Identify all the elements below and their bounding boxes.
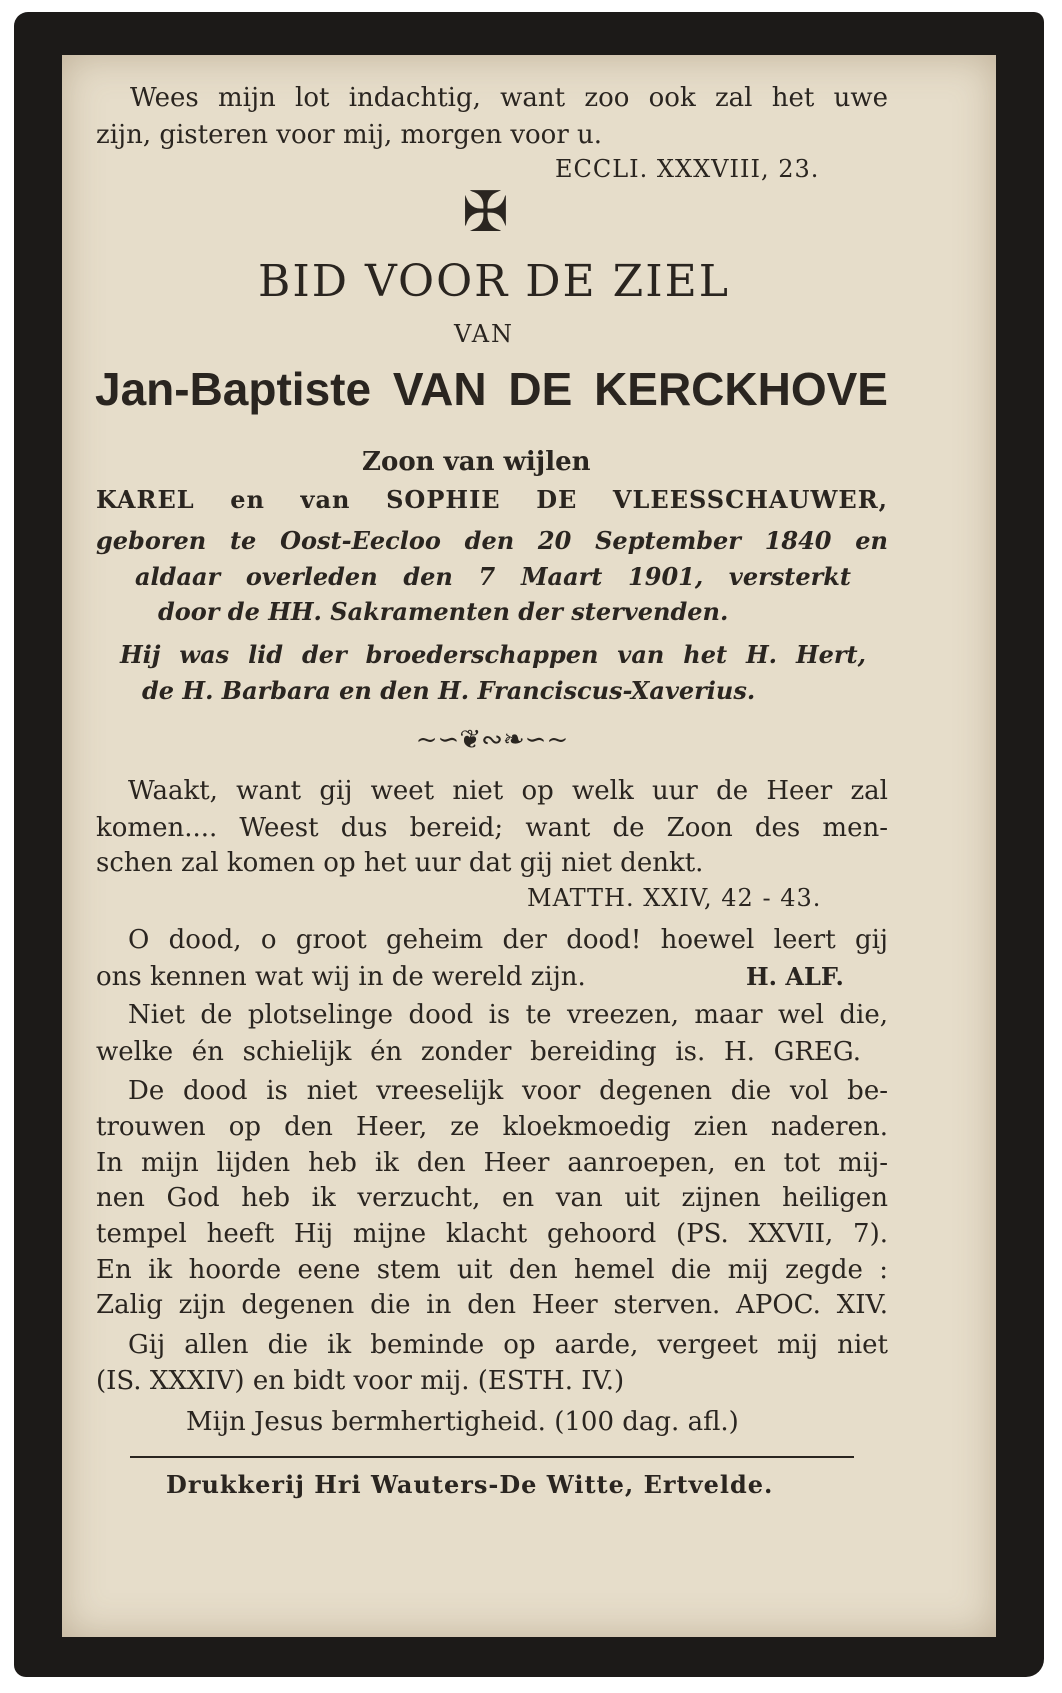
epigraph-line-1: Wees mijn lot indachtig, want zoo ook zal het uwe [130,83,888,113]
epigraph-reference: ECCLI. XXXVIII, 23. [555,155,820,183]
cross-icon: ✠ [462,180,509,245]
parents-names: KAREL en van SOPHIE DE VLEESSCHAUWER, [96,485,888,514]
psalm-line-1: De dood is niet vreeselijk voor degenen die vol be- [128,1076,888,1106]
son-of-label: Zoon van wijlen [362,447,591,477]
birth-line-1: geboren te Oost-Eecloo den 20 September 1840 en [96,526,888,555]
matth-reference: MATTH. XXIV, 42 - 43. [527,884,822,912]
epigraph-line-2: zijn, gisteren voor mij, morgen voor u. [96,120,603,150]
psalm-line-3: In mijn lijden heb ik den Heer aanroepen, en tot mij- [96,1148,888,1178]
alf-line-2: ons kennen wat wij in de wereld zijn. [96,962,586,992]
matth-line-1: Waakt, want gij weet niet op welk uur de Heer zal [128,776,888,806]
ornament-divider: ~∽❦∾❧∽~ [415,725,569,755]
apoc-line-2: Zalig zijn degenen die in den Heer sterven. APOC. XIV. [96,1290,888,1320]
esth-line-2: (IS. XXXIV) en bidt voor mij. (ESTH. IV.) [96,1366,625,1396]
heading-van: VAN [454,320,515,348]
apoc-line-1: En ik hoorde eene stem uit den hemel die mij zegde : [96,1255,888,1285]
greg-line-2: welke én schielijk én zonder bereiding is. H. GREG. [96,1037,861,1067]
esth-line-1: Gij allen die ik beminde op aarde, vergeet mij niet [128,1330,888,1360]
deceased-name: Jan-Baptiste VAN DE KERCKHOVE [95,363,888,415]
alf-line-1: O dood, o groot geheim der dood! hoewel leert gij [128,925,888,955]
greg-line-1: Niet de plotselinge dood is te vreezen, maar wel die, [128,1000,888,1030]
matth-line-2: komen.... Weest dus bereid; want de Zoon des men- [96,813,888,843]
heading-pray: BID VOOR DE ZIEL [258,256,730,307]
closing-prayer: Mijn Jesus bermhertigheid. (100 dag. afl.) [186,1407,739,1437]
birth-line-2: aldaar overleden den 7 Maart 1901, versterkt [135,562,851,591]
membership-line-1: Hij was lid der broederschappen van het H. Hert, [120,640,866,669]
psalm-line-5: tempel heeft Hij mijne klacht gehoord (PS. XXVII, 7). [96,1219,888,1249]
alf-reference: H. ALF. [746,962,844,991]
psalm-line-4: nen God heb ik verzucht, en van uit zijnen heiligen [96,1183,888,1213]
psalm-line-2: trouwen op den Heer, ze kloekmoedig zien naderen. [96,1112,888,1142]
membership-line-2: de H. Barbara en den H. Franciscus-Xaverius. [142,676,756,705]
matth-line-3: schen zal komen op het uur dat gij niet denkt. [96,848,704,878]
printer-line: Drukkerij Hri Wauters-De Witte, Ertvelde. [166,1470,774,1499]
birth-line-3: door de HH. Sakramenten der stervenden. [158,597,729,626]
footer-rule [130,1456,854,1458]
